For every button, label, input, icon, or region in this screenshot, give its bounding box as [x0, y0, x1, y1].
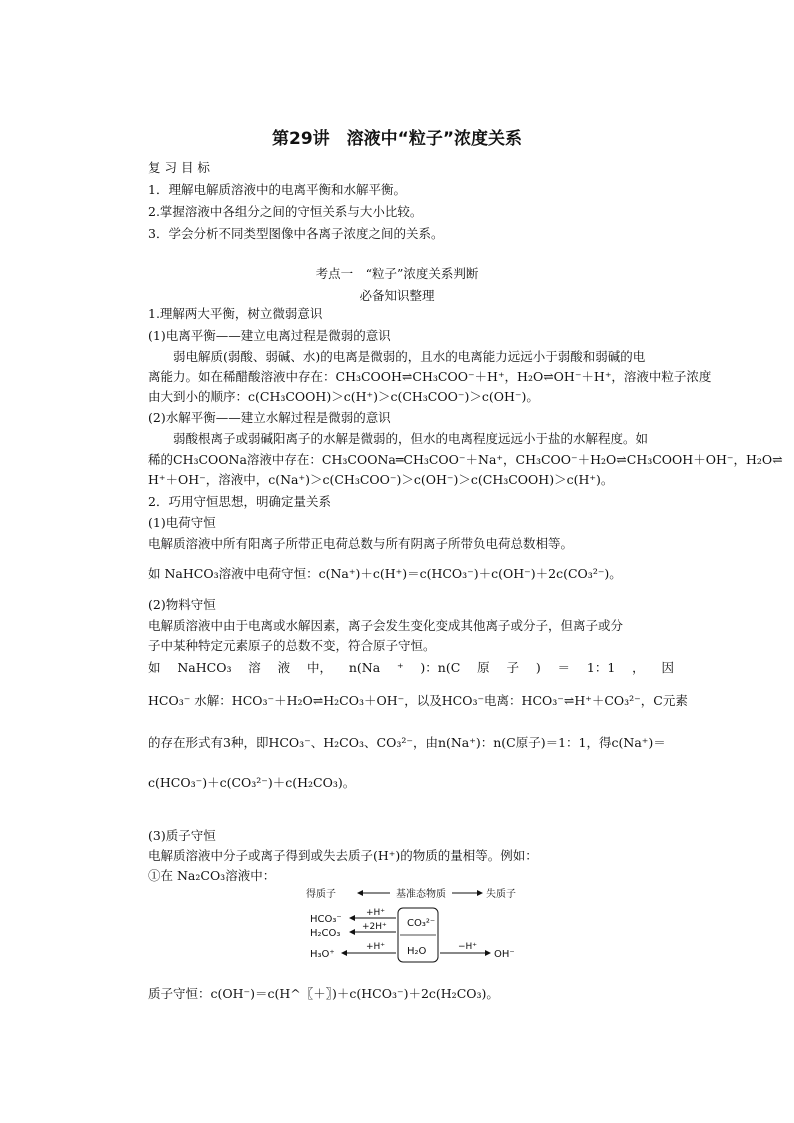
paragraph-line: (2)水解平衡——建立水解过程是微弱的意识	[148, 410, 391, 425]
paragraph-line: 由大到小的顺序：c(CH₃COOH)＞c(H⁺)＞c(CH₃COO⁻)＞c(OH⁻)。	[148, 389, 539, 404]
paragraph-line: 稀的CH₃COONa溶液中存在：CH₃COONa═CH₃COO⁻＋Na⁺，CH₃COO⁻＋H₂O⇌CH₃COOH＋OH⁻，H₂O⇌	[148, 452, 783, 467]
proton-transfer-diagram	[306, 886, 524, 966]
lose-proton-label: 失质子	[486, 889, 516, 900]
paragraph-line: 电解质溶液中所有阳离子所带正电荷总数与所有阴离子所带负电荷总数相等。	[148, 536, 574, 551]
base-substance-label: 基准态物质	[396, 889, 446, 900]
paragraph-line-justified: 如 NaHCO₃ 溶 液 中， n(Na ⁺ )：n(C 原 子 ) ＝ 1：1 ， 因	[148, 660, 674, 675]
paragraph-line: 质子守恒：c(OH⁻)＝c(H^〖＋〗)＋c(HCO₃⁻)＋2c(H₂CO₃)。	[148, 986, 499, 1001]
paragraph-line: 的存在形式有3种，即HCO₃⁻、H₂CO₃、CO₃²⁻，由n(Na⁺)：n(C原子)＝1：1，得c(Na⁺)＝	[148, 735, 666, 750]
paragraph-line: 弱酸根离子或弱碱阳离子的水解是微弱的，但水的电离程度远远小于盐的水解程度。如	[148, 431, 649, 446]
paragraph-line: 2．巧用守恒思想，明确定量关系	[148, 494, 331, 509]
paragraph-line: 离能力。如在稀醋酸溶液中存在：CH₃COOH⇌CH₃COO⁻＋H⁺，H₂O⇌OH⁻＋H⁺，溶液中粒子浓度	[148, 369, 712, 384]
paragraph-line: 子中某种特定元素原子的总数不变，符合原子守恒。	[148, 638, 436, 653]
goals-heading: 复 习 目 标	[148, 160, 210, 175]
paragraph-line: 电解质溶液中由于电离或水解因素，离子会发生变化变成其他离子或分子，但离子或分	[148, 618, 624, 633]
page-title: 第29讲 溶液中“粒子”浓度关系	[271, 129, 522, 149]
paragraph-line: 电解质溶液中分子或离子得到或失去质子(H⁺)的物质的量相等。例如：	[148, 848, 538, 863]
carbonate-label: CO₃²⁻	[407, 918, 436, 929]
plus-proton-label: +H⁺	[366, 908, 386, 918]
subsection-heading: 必备知识整理	[359, 288, 435, 303]
goal-item: 3．学会分析不同类型图像中各离子浓度之间的关系。	[148, 226, 444, 241]
hydroxide-label: OH⁻	[494, 949, 515, 960]
goal-item: 1．理解电解质溶液中的电离平衡和水解平衡。	[148, 182, 406, 197]
hydronium-label: H₃O⁺	[310, 949, 335, 960]
paragraph-line: 弱电解质(弱酸、弱碱、水)的电离是微弱的，且水的电离能力远远小于弱酸和弱碱的电	[148, 349, 646, 364]
paragraph-line: (3)质子守恒	[148, 828, 216, 843]
gain-proton-label: 得质子	[306, 889, 336, 900]
minus-proton-label: −H⁺	[458, 942, 478, 952]
bicarbonate-label: HCO₃⁻	[310, 914, 342, 925]
water-label: H₂O	[407, 946, 427, 957]
paragraph-line: c(HCO₃⁻)＋c(CO₃²⁻)＋c(H₂CO₃)。	[148, 775, 356, 790]
plus-proton-water-label: +H⁺	[366, 942, 386, 952]
paragraph-line: HCO₃⁻ 水解：HCO₃⁻＋H₂O⇌H₂CO₃＋OH⁻，以及HCO₃⁻电离：HCO₃⁻⇌H⁺＋CO₃²⁻，C元素	[148, 693, 688, 708]
paragraph-line: 1.理解两大平衡，树立微弱意识	[148, 306, 323, 321]
carbonic-acid-label: H₂CO₃	[310, 928, 341, 939]
section-heading: 考点一 “粒子”浓度关系判断	[315, 266, 479, 281]
paragraph-line: 如 NaHCO₃溶液中电荷守恒：c(Na⁺)＋c(H⁺)＝c(HCO₃⁻)＋c(OH⁻)＋2c(CO₃²⁻)。	[148, 566, 622, 581]
goal-item: 2.掌握溶液中各组分之间的守恒关系与大小比较。	[148, 204, 423, 219]
plus-two-proton-label: +2H⁺	[362, 922, 387, 932]
paragraph-line: H⁺＋OH⁻，溶液中，c(Na⁺)＞c(CH₃COO⁻)＞c(OH⁻)＞c(CH₃COOH)＞c(H⁺)。	[148, 472, 614, 487]
paragraph-line: ①在 Na₂CO₃溶液中：	[148, 868, 276, 883]
paragraph-line: (1)电荷守恒	[148, 515, 216, 530]
paragraph-line: (2)物料守恒	[148, 597, 216, 612]
paragraph-line: (1)电离平衡——建立电离过程是微弱的意识	[148, 328, 391, 343]
